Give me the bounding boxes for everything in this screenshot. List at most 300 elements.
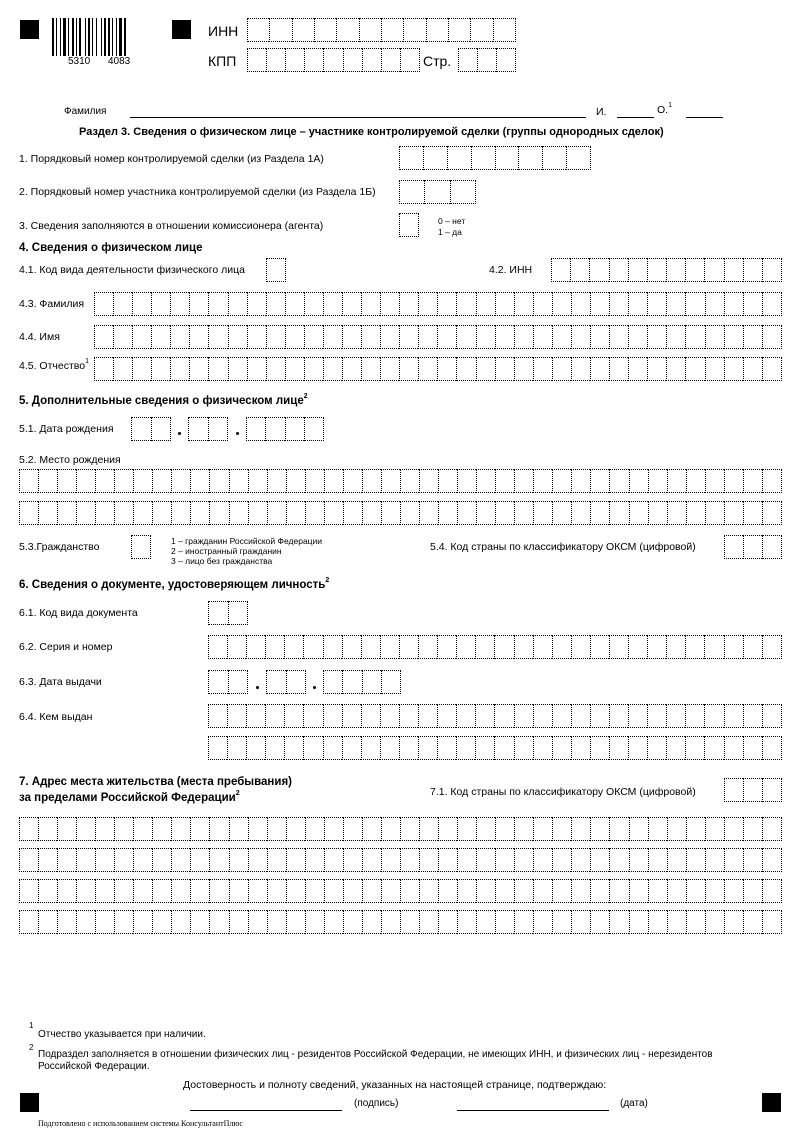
input-cell[interactable] bbox=[208, 357, 227, 381]
input-cell[interactable] bbox=[209, 469, 228, 493]
input-cell[interactable] bbox=[762, 736, 782, 760]
input-cell[interactable] bbox=[571, 357, 590, 381]
input-cell[interactable] bbox=[438, 469, 457, 493]
input-cell[interactable] bbox=[227, 704, 246, 728]
input-cell[interactable] bbox=[476, 469, 495, 493]
input-cell[interactable] bbox=[208, 670, 228, 694]
birth-place-row-1[interactable] bbox=[19, 469, 782, 493]
input-cell[interactable] bbox=[571, 736, 590, 760]
input-cell[interactable] bbox=[381, 817, 400, 841]
address-row-2[interactable] bbox=[19, 848, 782, 872]
input-cell[interactable] bbox=[381, 501, 400, 525]
surname-4-3-cells[interactable] bbox=[94, 292, 782, 316]
input-cell[interactable] bbox=[590, 848, 609, 872]
input-cell[interactable] bbox=[132, 357, 151, 381]
input-cell[interactable] bbox=[552, 357, 571, 381]
input-cell[interactable] bbox=[724, 736, 743, 760]
input-cell[interactable] bbox=[152, 848, 171, 872]
input-cell[interactable] bbox=[533, 910, 552, 934]
input-cell[interactable] bbox=[724, 469, 743, 493]
input-cell[interactable] bbox=[448, 18, 470, 42]
input-cell[interactable] bbox=[152, 910, 171, 934]
input-cell[interactable] bbox=[208, 704, 227, 728]
input-cell[interactable] bbox=[685, 325, 704, 349]
input-cell[interactable] bbox=[400, 910, 419, 934]
input-cell[interactable] bbox=[437, 325, 456, 349]
input-cell[interactable] bbox=[419, 469, 438, 493]
input-cell[interactable] bbox=[743, 910, 762, 934]
input-cell[interactable] bbox=[647, 704, 666, 728]
input-cell[interactable] bbox=[590, 469, 609, 493]
input-cell[interactable] bbox=[743, 778, 762, 802]
surname-underline[interactable] bbox=[130, 117, 586, 118]
input-cell[interactable] bbox=[152, 469, 171, 493]
input-cell[interactable] bbox=[209, 848, 228, 872]
input-cell[interactable] bbox=[286, 910, 305, 934]
input-cell[interactable] bbox=[336, 18, 358, 42]
input-cell[interactable] bbox=[343, 879, 362, 903]
input-cell[interactable] bbox=[704, 704, 723, 728]
input-cell[interactable] bbox=[590, 635, 609, 659]
input-cell[interactable] bbox=[265, 704, 284, 728]
kpp-cells[interactable] bbox=[247, 48, 420, 72]
input-cell[interactable] bbox=[94, 325, 113, 349]
input-cell[interactable] bbox=[305, 817, 324, 841]
country-code-5-4-cells[interactable] bbox=[724, 535, 782, 559]
name-4-4-cells[interactable] bbox=[94, 325, 782, 349]
input-cell[interactable] bbox=[743, 501, 762, 525]
input-cell[interactable] bbox=[133, 879, 152, 903]
input-cell[interactable] bbox=[762, 704, 782, 728]
input-cell[interactable] bbox=[304, 292, 323, 316]
input-cell[interactable] bbox=[648, 501, 667, 525]
input-cell[interactable] bbox=[267, 469, 286, 493]
input-cell[interactable] bbox=[762, 258, 782, 282]
input-cell[interactable] bbox=[762, 848, 782, 872]
input-cell[interactable] bbox=[171, 910, 190, 934]
input-cell[interactable] bbox=[609, 258, 628, 282]
input-cell[interactable] bbox=[246, 417, 265, 441]
input-cell[interactable] bbox=[647, 258, 666, 282]
input-cell[interactable] bbox=[171, 469, 190, 493]
input-cell[interactable] bbox=[285, 417, 304, 441]
input-cell[interactable] bbox=[342, 357, 361, 381]
input-cell[interactable] bbox=[399, 736, 418, 760]
input-cell[interactable] bbox=[666, 292, 685, 316]
input-cell[interactable] bbox=[114, 910, 133, 934]
input-cell[interactable] bbox=[647, 292, 666, 316]
input-cell[interactable] bbox=[362, 817, 381, 841]
input-cell[interactable] bbox=[533, 292, 552, 316]
input-cell[interactable] bbox=[190, 910, 209, 934]
input-cell[interactable] bbox=[437, 357, 456, 381]
input-cell[interactable] bbox=[571, 635, 590, 659]
input-cell[interactable] bbox=[647, 736, 666, 760]
input-cell[interactable] bbox=[590, 501, 609, 525]
input-cell[interactable] bbox=[76, 910, 95, 934]
input-cell[interactable] bbox=[629, 848, 648, 872]
input-cell[interactable] bbox=[38, 501, 57, 525]
input-cell[interactable] bbox=[471, 146, 495, 170]
input-cell[interactable] bbox=[151, 357, 170, 381]
input-cell[interactable] bbox=[381, 18, 403, 42]
issue-month-cells[interactable] bbox=[266, 670, 306, 694]
input-cell[interactable] bbox=[518, 146, 542, 170]
input-cell[interactable] bbox=[247, 48, 266, 72]
input-cell[interactable] bbox=[456, 635, 475, 659]
input-cell[interactable] bbox=[438, 817, 457, 841]
input-cell[interactable] bbox=[133, 501, 152, 525]
input-cell[interactable] bbox=[304, 48, 323, 72]
input-cell[interactable] bbox=[247, 18, 269, 42]
input-cell[interactable] bbox=[552, 910, 571, 934]
input-cell[interactable] bbox=[533, 469, 552, 493]
input-cell[interactable] bbox=[342, 704, 361, 728]
input-cell[interactable] bbox=[323, 635, 342, 659]
input-cell[interactable] bbox=[743, 848, 762, 872]
input-cell[interactable] bbox=[381, 469, 400, 493]
input-cell[interactable] bbox=[762, 325, 782, 349]
input-cell[interactable] bbox=[305, 848, 324, 872]
input-cell[interactable] bbox=[457, 817, 476, 841]
input-cell[interactable] bbox=[418, 292, 437, 316]
input-cell[interactable] bbox=[76, 469, 95, 493]
input-cell[interactable] bbox=[667, 848, 686, 872]
input-cell[interactable] bbox=[704, 258, 723, 282]
input-cell[interactable] bbox=[19, 501, 38, 525]
input-cell[interactable] bbox=[494, 736, 513, 760]
input-cell[interactable] bbox=[609, 501, 628, 525]
input-cell[interactable] bbox=[457, 910, 476, 934]
input-cell[interactable] bbox=[246, 704, 265, 728]
input-cell[interactable] bbox=[533, 736, 552, 760]
input-cell[interactable] bbox=[133, 817, 152, 841]
input-cell[interactable] bbox=[285, 357, 304, 381]
input-cell[interactable] bbox=[724, 817, 743, 841]
input-cell[interactable] bbox=[514, 325, 533, 349]
input-cell[interactable] bbox=[743, 736, 762, 760]
input-cell[interactable] bbox=[19, 848, 38, 872]
input-cell[interactable] bbox=[552, 736, 571, 760]
input-cell[interactable] bbox=[724, 325, 743, 349]
inn-cells[interactable] bbox=[247, 18, 516, 42]
birth-year-cells[interactable] bbox=[246, 417, 324, 441]
input-cell[interactable] bbox=[381, 48, 400, 72]
input-cell[interactable] bbox=[305, 469, 324, 493]
input-cell[interactable] bbox=[571, 501, 590, 525]
input-cell[interactable] bbox=[380, 357, 399, 381]
input-cell[interactable] bbox=[267, 848, 286, 872]
input-cell[interactable] bbox=[743, 817, 762, 841]
input-cell[interactable] bbox=[305, 501, 324, 525]
input-cell[interactable] bbox=[667, 469, 686, 493]
birth-day-cells[interactable] bbox=[131, 417, 171, 441]
input-cell[interactable] bbox=[229, 879, 248, 903]
input-cell[interactable] bbox=[76, 501, 95, 525]
input-cell[interactable] bbox=[284, 704, 303, 728]
input-cell[interactable] bbox=[266, 357, 285, 381]
input-cell[interactable] bbox=[361, 704, 380, 728]
input-cell[interactable] bbox=[438, 910, 457, 934]
input-cell[interactable] bbox=[724, 910, 743, 934]
input-cell[interactable] bbox=[284, 635, 303, 659]
input-cell[interactable] bbox=[190, 817, 209, 841]
input-cell[interactable] bbox=[571, 704, 590, 728]
input-cell[interactable] bbox=[95, 879, 114, 903]
input-cell[interactable] bbox=[189, 325, 208, 349]
input-cell[interactable] bbox=[151, 417, 172, 441]
input-cell[interactable] bbox=[566, 146, 591, 170]
input-cell[interactable] bbox=[514, 879, 533, 903]
input-cell[interactable] bbox=[762, 357, 782, 381]
input-cell[interactable] bbox=[303, 736, 322, 760]
input-cell[interactable] bbox=[571, 292, 590, 316]
input-cell[interactable] bbox=[628, 704, 647, 728]
input-cell[interactable] bbox=[724, 357, 743, 381]
input-cell[interactable] bbox=[400, 879, 419, 903]
input-cell[interactable] bbox=[552, 848, 571, 872]
input-cell[interactable] bbox=[686, 879, 705, 903]
input-cell[interactable] bbox=[438, 501, 457, 525]
input-cell[interactable] bbox=[419, 879, 438, 903]
input-cell[interactable] bbox=[361, 292, 380, 316]
input-cell[interactable] bbox=[76, 879, 95, 903]
input-cell[interactable] bbox=[323, 736, 342, 760]
input-cell[interactable] bbox=[227, 635, 246, 659]
input-cell[interactable] bbox=[514, 635, 533, 659]
input-cell[interactable] bbox=[267, 910, 286, 934]
input-cell[interactable] bbox=[400, 48, 420, 72]
input-cell[interactable] bbox=[705, 910, 724, 934]
input-cell[interactable] bbox=[266, 325, 285, 349]
input-cell[interactable] bbox=[286, 879, 305, 903]
address-row-4[interactable] bbox=[19, 910, 782, 934]
input-cell[interactable] bbox=[131, 417, 151, 441]
input-cell[interactable] bbox=[648, 879, 667, 903]
input-cell[interactable] bbox=[286, 670, 307, 694]
input-cell[interactable] bbox=[361, 635, 380, 659]
input-cell[interactable] bbox=[514, 704, 533, 728]
input-cell[interactable] bbox=[456, 357, 475, 381]
input-cell[interactable] bbox=[208, 325, 227, 349]
field-2-cells[interactable] bbox=[399, 180, 476, 204]
input-cell[interactable] bbox=[762, 469, 782, 493]
input-cell[interactable] bbox=[267, 879, 286, 903]
input-cell[interactable] bbox=[381, 910, 400, 934]
input-cell[interactable] bbox=[152, 501, 171, 525]
input-cell[interactable] bbox=[724, 258, 743, 282]
input-cell[interactable] bbox=[38, 817, 57, 841]
input-cell[interactable] bbox=[418, 325, 437, 349]
input-cell[interactable] bbox=[95, 848, 114, 872]
input-cell[interactable] bbox=[570, 258, 589, 282]
input-cell[interactable] bbox=[209, 817, 228, 841]
input-cell[interactable] bbox=[362, 469, 381, 493]
input-cell[interactable] bbox=[305, 879, 324, 903]
input-cell[interactable] bbox=[132, 325, 151, 349]
input-cell[interactable] bbox=[304, 325, 323, 349]
input-cell[interactable] bbox=[533, 879, 552, 903]
input-cell[interactable] bbox=[514, 736, 533, 760]
address-row-1[interactable] bbox=[19, 817, 782, 841]
birth-place-row-2[interactable] bbox=[19, 501, 782, 525]
input-cell[interactable] bbox=[666, 258, 685, 282]
input-cell[interactable] bbox=[95, 469, 114, 493]
input-cell[interactable] bbox=[171, 501, 190, 525]
input-cell[interactable] bbox=[399, 704, 418, 728]
input-cell[interactable] bbox=[609, 635, 628, 659]
input-cell[interactable] bbox=[190, 469, 209, 493]
address-row-3[interactable] bbox=[19, 879, 782, 903]
input-cell[interactable] bbox=[743, 635, 762, 659]
input-cell[interactable] bbox=[551, 258, 570, 282]
input-cell[interactable] bbox=[208, 635, 227, 659]
input-cell[interactable] bbox=[419, 501, 438, 525]
signature-line[interactable] bbox=[190, 1110, 342, 1111]
input-cell[interactable] bbox=[724, 535, 743, 559]
input-cell[interactable] bbox=[476, 910, 495, 934]
input-cell[interactable] bbox=[403, 18, 425, 42]
input-cell[interactable] bbox=[170, 292, 189, 316]
input-cell[interactable] bbox=[359, 18, 381, 42]
input-cell[interactable] bbox=[152, 817, 171, 841]
input-cell[interactable] bbox=[171, 879, 190, 903]
input-cell[interactable] bbox=[571, 879, 590, 903]
input-cell[interactable] bbox=[323, 48, 342, 72]
input-cell[interactable] bbox=[57, 817, 76, 841]
input-cell[interactable] bbox=[189, 357, 208, 381]
input-cell[interactable] bbox=[571, 817, 590, 841]
input-cell[interactable] bbox=[552, 501, 571, 525]
input-cell[interactable] bbox=[705, 501, 724, 525]
input-cell[interactable] bbox=[361, 736, 380, 760]
input-cell[interactable] bbox=[229, 848, 248, 872]
input-cell[interactable] bbox=[476, 879, 495, 903]
input-cell[interactable] bbox=[284, 736, 303, 760]
input-cell[interactable] bbox=[343, 910, 362, 934]
input-cell[interactable] bbox=[170, 325, 189, 349]
input-cell[interactable] bbox=[762, 879, 782, 903]
input-cell[interactable] bbox=[228, 325, 247, 349]
input-cell[interactable] bbox=[133, 910, 152, 934]
inn-4-2-cells[interactable] bbox=[551, 258, 782, 282]
input-cell[interactable] bbox=[95, 501, 114, 525]
input-cell[interactable] bbox=[628, 325, 647, 349]
input-cell[interactable] bbox=[628, 258, 647, 282]
input-cell[interactable] bbox=[113, 292, 132, 316]
input-cell[interactable] bbox=[685, 357, 704, 381]
input-cell[interactable] bbox=[590, 357, 609, 381]
input-cell[interactable] bbox=[400, 817, 419, 841]
input-cell[interactable] bbox=[552, 469, 571, 493]
input-cell[interactable] bbox=[286, 469, 305, 493]
input-cell[interactable] bbox=[95, 817, 114, 841]
input-cell[interactable] bbox=[514, 848, 533, 872]
input-cell[interactable] bbox=[286, 848, 305, 872]
input-cell[interactable] bbox=[762, 778, 782, 802]
input-cell[interactable] bbox=[590, 817, 609, 841]
input-cell[interactable] bbox=[685, 635, 704, 659]
input-cell[interactable] bbox=[229, 817, 248, 841]
input-cell[interactable] bbox=[362, 501, 381, 525]
input-cell[interactable] bbox=[269, 18, 291, 42]
input-cell[interactable] bbox=[343, 48, 362, 72]
input-cell[interactable] bbox=[667, 910, 686, 934]
input-cell[interactable] bbox=[457, 469, 476, 493]
input-cell[interactable] bbox=[494, 704, 513, 728]
page-cells[interactable] bbox=[458, 48, 516, 72]
input-cell[interactable] bbox=[666, 736, 685, 760]
input-cell[interactable] bbox=[418, 635, 437, 659]
input-cell[interactable] bbox=[303, 704, 322, 728]
input-cell[interactable] bbox=[133, 469, 152, 493]
input-cell[interactable] bbox=[266, 258, 286, 282]
input-cell[interactable] bbox=[228, 601, 249, 625]
input-cell[interactable] bbox=[285, 48, 304, 72]
input-cell[interactable] bbox=[647, 635, 666, 659]
input-cell[interactable] bbox=[590, 325, 609, 349]
input-cell[interactable] bbox=[724, 778, 743, 802]
input-cell[interactable] bbox=[514, 817, 533, 841]
input-cell[interactable] bbox=[705, 469, 724, 493]
input-cell[interactable] bbox=[647, 325, 666, 349]
input-cell[interactable] bbox=[285, 292, 304, 316]
input-cell[interactable] bbox=[399, 325, 418, 349]
input-cell[interactable] bbox=[648, 817, 667, 841]
input-cell[interactable] bbox=[475, 736, 494, 760]
input-cell[interactable] bbox=[265, 417, 284, 441]
input-cell[interactable] bbox=[188, 417, 208, 441]
input-cell[interactable] bbox=[437, 292, 456, 316]
input-cell[interactable] bbox=[685, 736, 704, 760]
input-cell[interactable] bbox=[514, 910, 533, 934]
input-cell[interactable] bbox=[437, 704, 456, 728]
input-cell[interactable] bbox=[324, 501, 343, 525]
input-cell[interactable] bbox=[686, 817, 705, 841]
input-cell[interactable] bbox=[495, 817, 514, 841]
input-cell[interactable] bbox=[609, 469, 628, 493]
input-cell[interactable] bbox=[57, 469, 76, 493]
input-cell[interactable] bbox=[590, 736, 609, 760]
input-cell[interactable] bbox=[265, 635, 284, 659]
input-cell[interactable] bbox=[380, 635, 399, 659]
input-cell[interactable] bbox=[266, 292, 285, 316]
input-cell[interactable] bbox=[423, 146, 447, 170]
input-cell[interactable] bbox=[495, 879, 514, 903]
input-cell[interactable] bbox=[743, 704, 762, 728]
input-cell[interactable] bbox=[38, 848, 57, 872]
input-cell[interactable] bbox=[323, 670, 342, 694]
input-cell[interactable] bbox=[323, 704, 342, 728]
input-cell[interactable] bbox=[609, 817, 628, 841]
input-cell[interactable] bbox=[589, 258, 608, 282]
input-cell[interactable] bbox=[229, 501, 248, 525]
input-cell[interactable] bbox=[324, 817, 343, 841]
input-cell[interactable] bbox=[190, 848, 209, 872]
input-cell[interactable] bbox=[666, 704, 685, 728]
input-cell[interactable] bbox=[629, 910, 648, 934]
input-cell[interactable] bbox=[629, 469, 648, 493]
input-cell[interactable] bbox=[133, 848, 152, 872]
input-cell[interactable] bbox=[380, 325, 399, 349]
input-cell[interactable] bbox=[628, 357, 647, 381]
input-cell[interactable] bbox=[248, 879, 267, 903]
input-cell[interactable] bbox=[38, 469, 57, 493]
input-cell[interactable] bbox=[724, 848, 743, 872]
input-cell[interactable] bbox=[342, 325, 361, 349]
input-cell[interactable] bbox=[590, 879, 609, 903]
input-cell[interactable] bbox=[686, 848, 705, 872]
